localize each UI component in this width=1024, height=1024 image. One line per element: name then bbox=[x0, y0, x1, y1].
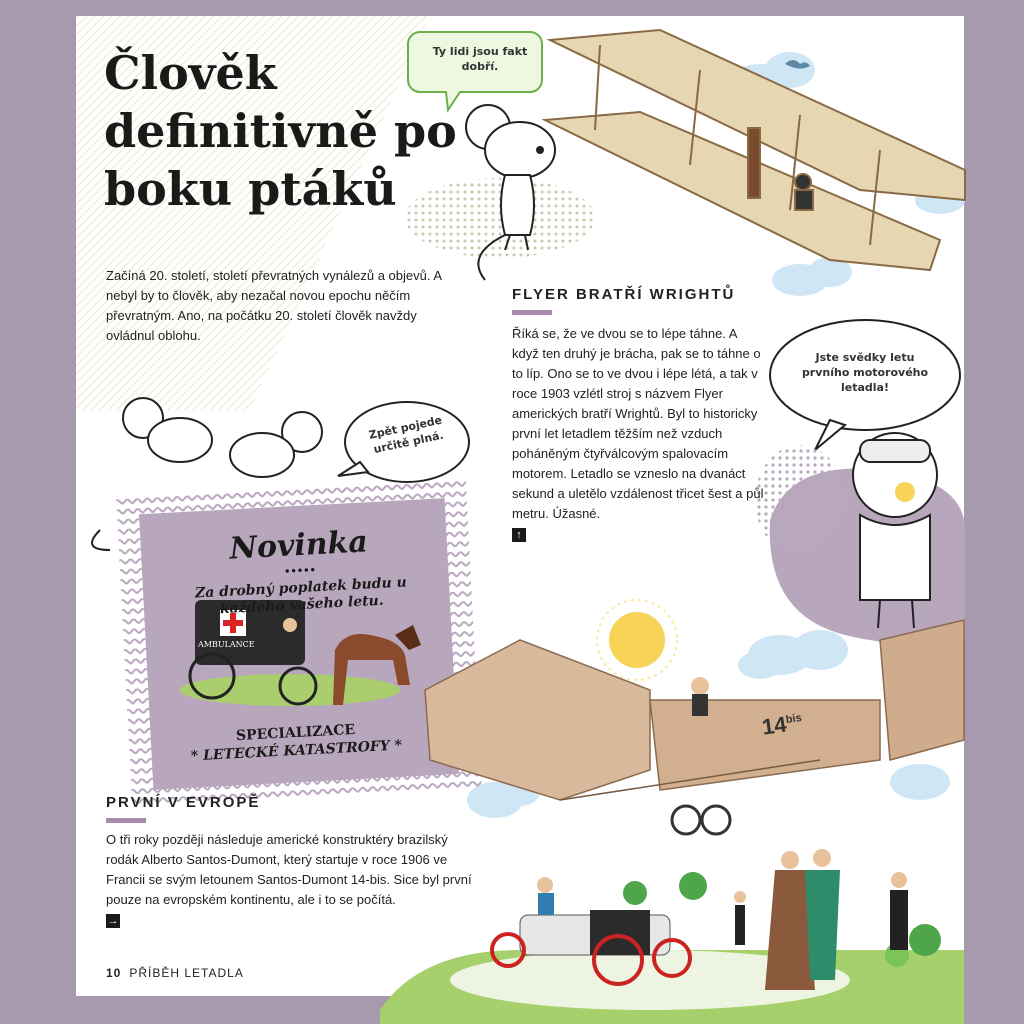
advert-spec-line: * LETECKÉ KATASTROFY * bbox=[190, 737, 403, 765]
page-title bbox=[104, 44, 464, 218]
plane-number: 14 bbox=[760, 711, 789, 740]
advert-dots: ••••• bbox=[283, 565, 317, 578]
title-line: Člověk bbox=[104, 46, 277, 100]
section-heading: FLYER BRATŘÍ WRIGHTŮ bbox=[512, 286, 736, 303]
intro-paragraph: Začíná 20. století, století převratných vynálezů a objevů. A nebyl by to člověk, aby nezačal novou epochu něčím převratným. Ano, na počátku 20. století člověk navždy ovládnul oblohu. bbox=[106, 268, 442, 343]
speech-bubble-text: Zpět pojede určitě plná. bbox=[367, 413, 445, 457]
speech-bubble-text: Ty lidi jsou fakt dobří. bbox=[432, 45, 528, 73]
arrow-right-icon[interactable]: → bbox=[107, 915, 119, 927]
dot-pattern bbox=[755, 445, 845, 555]
page-number: 10 bbox=[106, 966, 122, 980]
advert-subtitle: Za drobný poplatek budu u každého vašeho letu. bbox=[194, 574, 408, 618]
book-title: PŘÍBĚH LETADLA bbox=[129, 966, 244, 980]
section-heading: PRVNÍ V EVROPĚ bbox=[106, 794, 261, 811]
arrow-up-icon[interactable]: ↑ bbox=[512, 528, 526, 542]
speech-bubble-text: Jste svědky letu prvního motorového letadla! bbox=[801, 351, 929, 394]
heading-underline bbox=[106, 818, 146, 823]
heading-underline bbox=[512, 310, 552, 315]
pilot-illustration bbox=[853, 433, 937, 628]
page-footer bbox=[106, 966, 244, 980]
europe-paragraph: O tři roky později následuje americké konstruktéry brazilský rodák Alberto Santos-Dumont, který startuje v roce 1906 ve Francii se svým letounem Santos-Dumont 14-bis. Sice byl první pouze na evropském kontinentu, ale i to se počítá. bbox=[106, 832, 472, 907]
ambulance-label: AMBULANCE bbox=[198, 640, 255, 649]
advert-spec-line: SPECIALIZACE bbox=[235, 721, 356, 745]
advert-title: Novinka bbox=[228, 524, 369, 567]
wright-paragraph: Říká se, že ve dvou se to lépe táhne. A když ten druhý je brácha, pak se to táhne o to líp. Ono se to ve dvou i lépe létá, a tak v roce 1903 vzlétl stroj s názvem Flyer amerických bratří Wrightů. Byl to historicky první let letadlem těžším než vzduch poháněným čtyřválcovým spalovacím motorem. Letadlo se vzneslo na dvanáct sekund a uletělo vzdálenost třicet šest a půl metru. Úžasné. bbox=[512, 326, 764, 521]
advert-text bbox=[158, 521, 442, 622]
plane-suffix: bis bbox=[785, 711, 803, 727]
title-line: definitivně po bbox=[104, 104, 457, 158]
plane-label bbox=[760, 709, 804, 740]
title-line: boku ptáků bbox=[104, 162, 397, 216]
